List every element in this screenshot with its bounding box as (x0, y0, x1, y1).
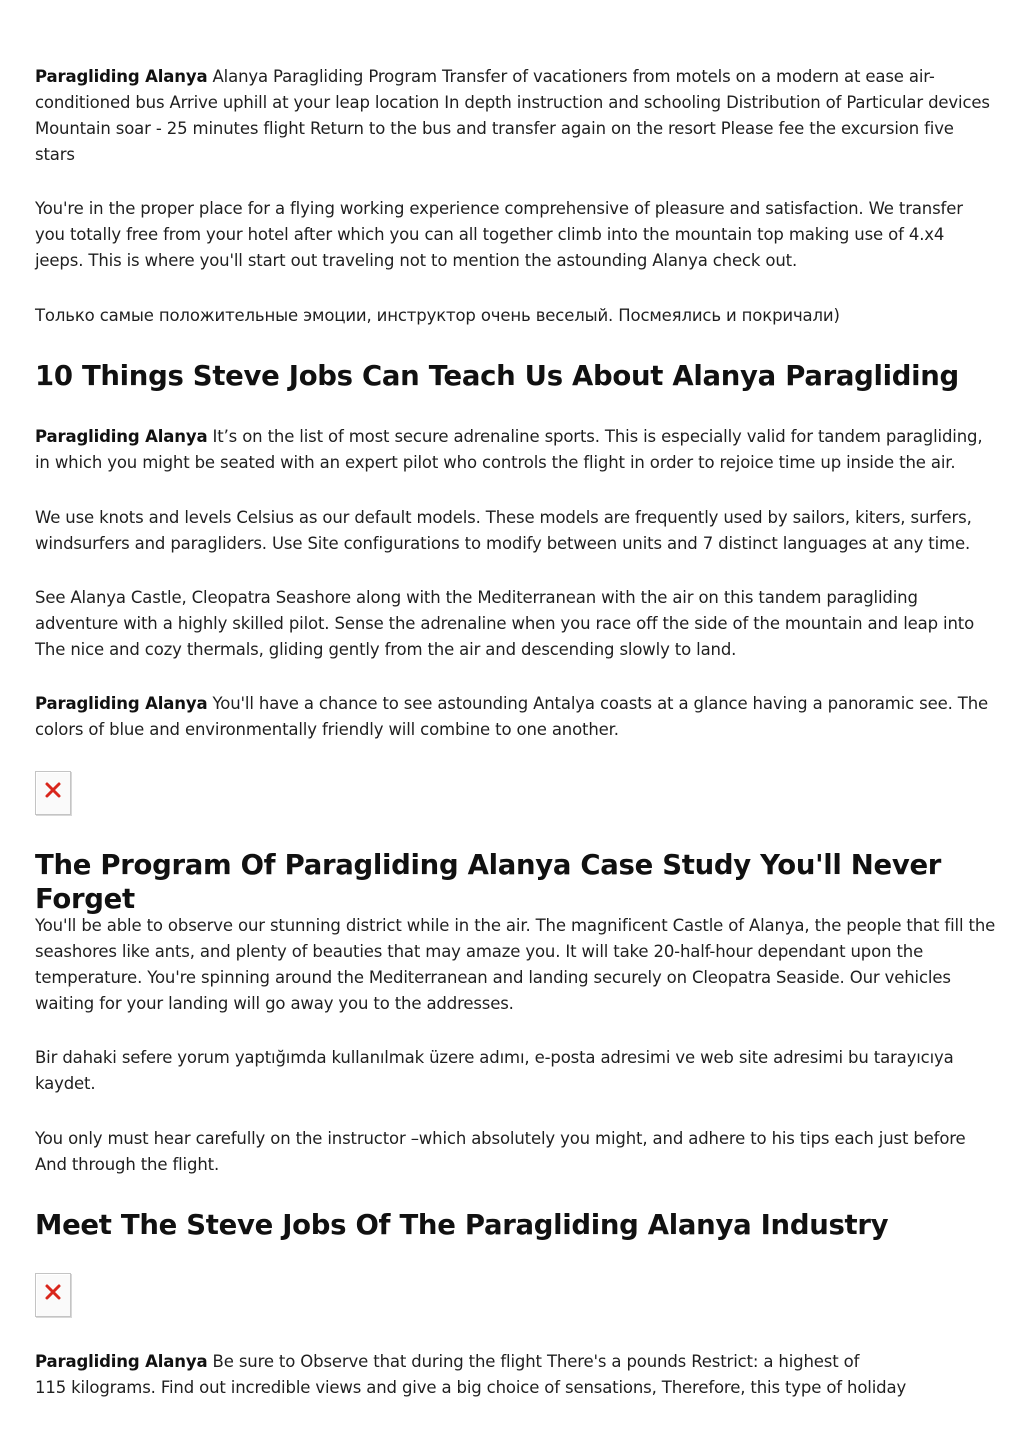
paragraph-lead: Paragliding Alanya (35, 694, 208, 713)
paragraph-lead: Paragliding Alanya (35, 67, 208, 86)
paragraph-text: It’s on the list of most secure adrenaline sports. This is especially valid for tandem paragliding, in which you might be seated with an expert pilot who controls the flight in order to rejoice time up inside the air. (35, 427, 983, 472)
broken-image-icon (44, 1283, 62, 1301)
paragraph-text: You're in the proper place for a flying working experience comprehensive of pleasure and satisfaction. We transfer you totally free from your hotel after which you can all together climb into the mountain top making use of 4.x4 jeeps. This is where you'll start out traveling not to mention the astounding Alanya check out. (35, 199, 963, 270)
paragraph-text-line1: Be sure to Observe that during the flight There's a pounds Restrict: a highest of (207, 1352, 860, 1371)
paragraph-safe-sport (35, 424, 997, 476)
broken-image-placeholder (35, 1273, 71, 1317)
paragraph-lead: Paragliding Alanya (35, 427, 208, 446)
section-heading-industry: Meet The Steve Jobs Of The Paragliding Alanya Industry (35, 1209, 889, 1241)
paragraph-weight-limit (35, 1349, 997, 1401)
paragraph-flying-experience (35, 196, 997, 274)
paragraph-units (35, 505, 997, 557)
section-heading-steve-jobs-teach: 10 Things Steve Jobs Can Teach Us About Alanya Paragliding (35, 360, 959, 392)
paragraph-lead: Paragliding Alanya (35, 1352, 208, 1371)
paragraph-text: Bir dahaki sefere yorum yaptığımda kullanılmak üzere adımı, e-posta adresimi ve web site adresimi bu tarayıcıya kaydet. (35, 1048, 954, 1093)
paragraph-instructor (35, 1126, 997, 1178)
paragraph-text: You only must hear carefully on the instructor –which absolutely you might, and adhere to his tips each just before And through the flight. (35, 1129, 966, 1174)
paragraph-review-russian (35, 303, 997, 329)
paragraph-text: We use knots and levels Celsius as our default models. These models are frequently used by sailors, kiters, surfers, windsurfers and paragliders. Use Site configurations to modify between units and 7 distinct languages at any time. (35, 508, 972, 553)
paragraph-castle-view (35, 585, 997, 663)
broken-image-placeholder (35, 771, 71, 815)
paragraph-text: Alanya Paragliding Program Transfer of vacationers from motels on a modern at ease air-conditioned bus Arrive uphill at your leap location In depth instruction and schooling Distribution of Particular devices Mountain soar - 25 minutes flight Return to the bus and transfer again on the resort Please fee the excursion five stars (35, 67, 990, 164)
broken-image-icon (44, 781, 62, 799)
paragraph-comment-consent-turkish (35, 1045, 997, 1097)
paragraph-program (35, 64, 997, 168)
paragraph-text: See Alanya Castle, Cleopatra Seashore along with the Mediterranean with the air on this tandem paragliding adventure with a highly skilled pilot. Sense the adrenaline when you race off the side of the mountain and leap into The nice and cozy thermals, gliding gently from the air and descending slowly to land. (35, 588, 975, 659)
paragraph-text: You'll have a chance to see astounding Antalya coasts at a glance having a panoramic see. The colors of blue and environmentally friendly will combine to one another. (35, 694, 989, 739)
section-heading-case-study: The Program Of Paragliding Alanya Case Study You'll Never Forget (35, 849, 942, 915)
paragraph-district-view (35, 913, 997, 1017)
paragraph-text: Только самые положительные эмоции, инструктор очень веселый. Посмеялись и покричали) (35, 306, 840, 325)
paragraph-text: You'll be able to observe our stunning district while in the air. The magnificent Castle of Alanya, the people that fill the seashores like ants, and plenty of beauties that may amaze you. It will take 20-half-hour dependant upon the temperature. You're spinning around the Mediterranean and landing securely on Cleopatra Seaside. Our vehicles waiting for your landing will go away you to the addresses. (35, 916, 996, 1013)
paragraph-antalya-coasts (35, 691, 997, 743)
paragraph-text-line2: 115 kilograms. Find out incredible views and give a big choice of sensations, Therefore, this type of holiday (35, 1378, 907, 1397)
